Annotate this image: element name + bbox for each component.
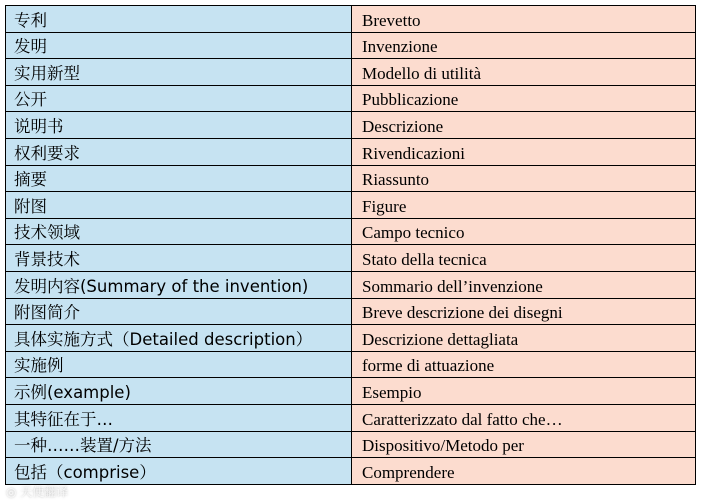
table-row: [6, 138, 696, 165]
chinese-term-cell: 发明内容(Summary of the invention): [6, 271, 352, 298]
chinese-term-cell: 权利要求: [6, 138, 352, 165]
italian-term-cell: Descrizione: [352, 112, 696, 139]
italian-term-cell: Sommario dell’invenzione: [352, 271, 696, 298]
table-row: [6, 351, 696, 378]
italian-term-cell: forme di attuazione: [352, 351, 696, 378]
italian-term-cell: Pubblicazione: [352, 85, 696, 112]
watermark-logo: ◎ 天使翻译: [6, 485, 69, 499]
italian-term-cell: Figure: [352, 192, 696, 219]
chinese-term-cell: 公开: [6, 85, 352, 112]
table-row: [6, 165, 696, 192]
chinese-term-cell: 实用新型: [6, 59, 352, 86]
chinese-term-cell: 背景技术: [6, 245, 352, 272]
italian-term-cell: Dispositivo/Metodo per: [352, 431, 696, 458]
table-row: [6, 298, 696, 325]
glossary-body: [6, 6, 696, 485]
italian-term-cell: Esempio: [352, 378, 696, 405]
chinese-term-cell: 一种……装置/方法: [6, 431, 352, 458]
table-row: [6, 218, 696, 245]
chinese-term-cell: 附图: [6, 192, 352, 219]
table-row: [6, 192, 696, 219]
chinese-term-cell: 技术领域: [6, 218, 352, 245]
chinese-term-cell: 发明: [6, 32, 352, 59]
italian-term-cell: Comprendere: [352, 458, 696, 485]
watermark-text: 天使翻译: [20, 485, 69, 499]
table-row: [6, 245, 696, 272]
italian-term-cell: Rivendicazioni: [352, 138, 696, 165]
table-row: [6, 6, 696, 33]
italian-term-cell: Descrizione dettagliata: [352, 325, 696, 352]
italian-term-cell: Campo tecnico: [352, 218, 696, 245]
table-row: [6, 112, 696, 139]
table-row: [6, 32, 696, 59]
italian-term-cell: Caratterizzato dal fatto che…: [352, 404, 696, 431]
italian-term-cell: Invenzione: [352, 32, 696, 59]
chinese-term-cell: 其特征在于…: [6, 404, 352, 431]
table-row: [6, 458, 696, 485]
table-row: [6, 271, 696, 298]
italian-term-cell: Riassunto: [352, 165, 696, 192]
italian-term-cell: Modello di utilità: [352, 59, 696, 86]
chinese-term-cell: 专利: [6, 6, 352, 33]
chinese-term-cell: 示例(example): [6, 378, 352, 405]
table-row: [6, 404, 696, 431]
chinese-term-cell: 附图简介: [6, 298, 352, 325]
table-row: [6, 325, 696, 352]
table-row: [6, 85, 696, 112]
chinese-term-cell: 实施例: [6, 351, 352, 378]
chinese-term-cell: 摘要: [6, 165, 352, 192]
italian-term-cell: Stato della tecnica: [352, 245, 696, 272]
glossary-table: [5, 5, 696, 485]
table-row: [6, 59, 696, 86]
table-row: [6, 378, 696, 405]
chinese-term-cell: 包括（comprise）: [6, 458, 352, 485]
chinese-term-cell: 具体实施方式（Detailed description）: [6, 325, 352, 352]
chinese-term-cell: 说明书: [6, 112, 352, 139]
italian-term-cell: Breve descrizione dei disegni: [352, 298, 696, 325]
italian-term-cell: Brevetto: [352, 6, 696, 33]
table-row: [6, 431, 696, 458]
